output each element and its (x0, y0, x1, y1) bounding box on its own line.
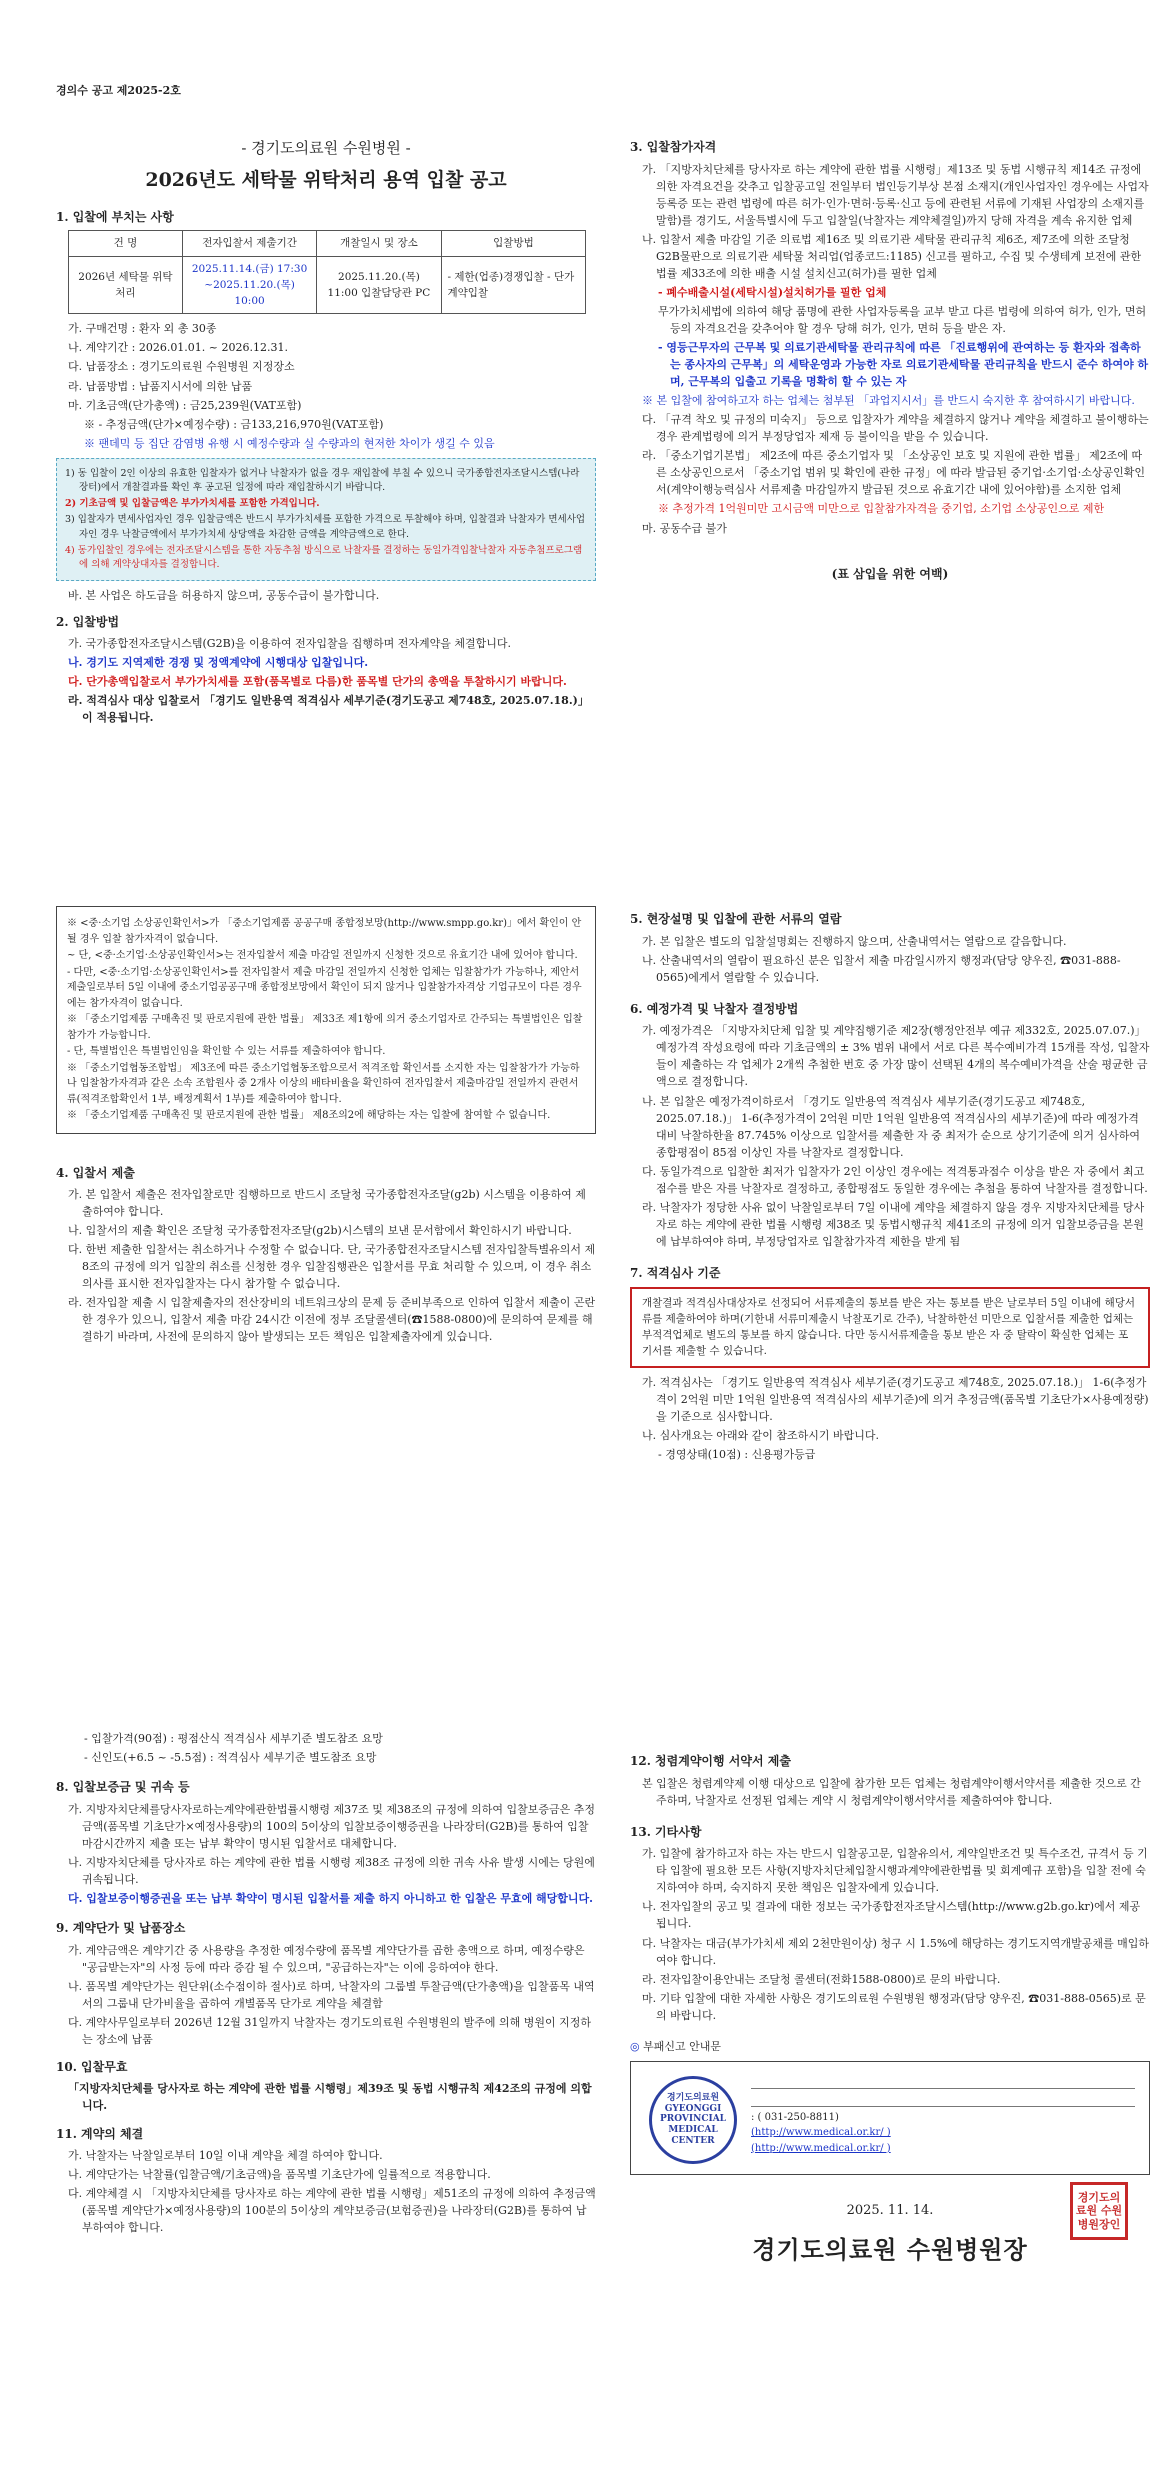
list-item: 라. 적격심사 대상 입찰로서 「경기도 일반용역 적격심사 세부기준(경기도공고 제748호, 2025.07.18.)」이 적용됩니다. (68, 694, 589, 725)
list-item: 가. 본 입찰은 별도의 입찰설명회는 진행하지 않으며, 산출내역서는 열람으로 갈음합니다. (642, 934, 1067, 948)
list-item: 다. 납품장소 : 경기도의료원 수원병원 지정장소 (68, 360, 295, 374)
notice-box-item: 3) 입찰자가 면세사업자인 경우 입찰금액은 반드시 부가가치세를 포함한 가격으로 투찰해야 하며, 입찰결과 낙찰자가 면세사업자인 경우 낙찰금액에서 부가가치세 상당액을 차감한 금액을 계약금액으로 한다. (65, 514, 586, 540)
alert-icon: ◎ (630, 2039, 640, 2053)
page-title: 2026년도 세탁물 위탁처리 용역 입찰 공고 (145, 169, 507, 192)
report-lines (751, 2074, 1135, 2157)
signature-title: 경기도의료원 수원병원장 (752, 2234, 1028, 2264)
page1-right-column (630, 78, 1150, 583)
list-item: 나. 본 입찰은 예정가격이하로서 「경기도 일반용역 적격심사 세부기준(경기도공고 제748호, 2025.07.18.)」 1-6(추정가격이 2억원 미만 1억원 일반용역 적격심사의 세부기준)에 따라 예정가격 대비 낙찰하한율 87.745% 이상으로 입찰서를 제출한 자 중 최저가 순으로 상기기준에 의거 심사하여 종합평점이 85점 이상인 자를 낙찰자로 결정합니다. (642, 1094, 1141, 1159)
section-6-heading: 6. 예정가격 및 낙찰자 결정방법 (630, 1001, 799, 1016)
list-item: 나. 계약기간 : 2026.01.01. ~ 2026.12.31. (68, 341, 288, 355)
list-item: 가. 적격심사는 「경기도 일반용역 적격심사 세부기준(경기도공고 제748호, 2025.07.18.)」 1-6(추정가격이 2억원 미만 1억원 일반용역 적격심사의 세부기준)에 의거 추정금액(품목별 기초단가×사용예정량)을 기준으로 심사합니다. (642, 1375, 1149, 1423)
list-item: 나. 심사개요는 아래와 같이 참조하시기 바랍니다. (642, 1428, 879, 1442)
page3-left-column (56, 1728, 596, 2238)
page2-left-column (56, 906, 596, 1348)
table-header: 입찰방법 (441, 231, 586, 256)
list-item: 가. 「지방자치단체를 당사자로 하는 계약에 관한 법률 시행령」제13조 및 동법 시행규칙 제14조 규정에 의한 자격요건을 갖추고 입찰공고일 전일부터 법인등기부상 본점 소재지(개인사업자인 경우에는 사업자등록증 또는 관련 법령에 따른 허가·인가·면허·등록·신고 등에 관련된 서류에 기재된 사업장의 소재지를 말함)를 경기도, 서울특별시에 두고 입찰일(낙찰자는 계약체결일)까지 당해 자격을 계속 유지한 업체 (642, 162, 1149, 227)
list-item: 나. 지방자치단체를 당사자로 하는 계약에 관한 법률 시행령 제38조 규정에 의한 귀속 사유 발생 시에는 당원에 귀속됩니다. (68, 1855, 595, 1886)
list-item: - 입찰가격(90점) : 평점산식 적격심사 세부기준 별도참조 요망 (84, 1732, 383, 1745)
table-cell: 2025.11.14.(금) 17:30 ~2025.11.20.(목) 10:00 (182, 256, 317, 314)
list-item: 나. 품목별 계약단가는 원단위(소수점이하 절사)로 하며, 낙찰자의 그룹별 투찰금액(단가총액)을 입찰품목 내역서의 그룹내 단가비율을 곱하여 개별품목 단가로 계약을 체결함 (68, 1979, 595, 2010)
report-title: 부패신고 안내문 (643, 2039, 721, 2053)
list-item: 나. 산출내역서의 열람이 필요하신 분은 입찰서 제출 마감일시까지 행정과(담당 양우진, ☎031-888-0565)에게서 열람할 수 있습니다. (642, 953, 1121, 984)
schedule-table (68, 230, 586, 314)
report-box (630, 2061, 1150, 2175)
list-item: - 경영상태(10점) : 신용평가등급 (658, 1447, 816, 1461)
list-item: - 신인도(+6.5 ~ -5.5점) : 적격심사 세부기준 별도참조 요망 (84, 1751, 377, 1765)
box-item: ※ 「중소기업제품 구매촉진 및 판로지원에 관한 법률」 제33조 제1항에 의거 중소기업자로 간주되는 특별법인은 입찰참가가 가능합니다. (67, 1014, 583, 1041)
list-item: 가. 구매건명 : 환자 외 총 30종 (68, 322, 217, 336)
list-item: 가. 입찰에 참가하고자 하는 자는 반드시 입찰공고문, 입찰유의서, 계약일반조건 및 특수조건, 규격서 등 기타 입찰에 필요한 모든 사항(지방자치단체입찰시행과계약에관한법률 및 회계예규 포함)을 입찰 전에 숙지하여야 하며, 숙지하지 못한 책임은 입찰자에게 있습니다. (642, 1847, 1148, 1895)
list-item: 라. 전자입찰 제출 시 입찰제출자의 전산장비의 네트워크상의 문제 등 준비부족으로 인하여 입찰서 제출이 곤란한 경우가 있으니, 입찰서 제출 마감 24시간 이전에 정부 조달콜센터(☎1588-0800)에 문의하여 문제를 해결하기 바라며, 사전에 문의하지 않아 발생되는 모든 책임은 입찰제출자에게 있습니다. (68, 1296, 596, 1344)
submission-warning-box: 개찰결과 적격심사대상자로 선정되어 서류제출의 통보를 받은 자는 통보를 받은 날로부터 5일 이내에 해당서류를 제출하여야 하며(기한내 서류미제출시 낙찰포기로 간주), 낙찰하한선 미만으로 입찰서를 제출한 업체는 부적격업체로 별도의 통보를 하지 않습니다. 다만 동시서류제출을 통보 받은 자 중 탈락이 확실한 업체는 포기서를 제출할 수 있습니다. (630, 1287, 1150, 1368)
notice-box-item: 1) 동 입찰이 2인 이상의 유효한 입찰자가 없거나 낙찰자가 없을 경우 재입찰에 부칠 수 있으니 국가종합전자조달시스템(나라장터)에서 개찰결과를 확인 후 공고된 일정에 따라 재입찰하시기 바랍니다. (65, 467, 580, 493)
list-item: 다. 동일가격으로 입찰한 최저가 입찰자가 2인 이상인 경우에는 적격통과점수 이상을 받은 자 중에서 최고점수를 받은 자를 낙찰자로 결정하고, 종합평점도 동일한 경우에는 추첨을 통하여 낙찰자를 결정합니다. (642, 1164, 1148, 1195)
box-item: - 단, 특별법인은 특별법인임을 확인할 수 있는 서류를 제출하여야 합니다. (67, 1046, 386, 1057)
medical-center-seal-icon: 경기도의료원 GYEONGGI PROVINCIAL MEDICAL CENTER (649, 2076, 737, 2164)
list-item: 나. 계약단가는 낙찰률(입찰금액/기초금액)을 품목별 기초단가에 일률적으로 적용합니다. (68, 2168, 491, 2182)
report-link[interactable]: (http://www.medical.or.kr/ ) (751, 2127, 891, 2139)
box-item: ~ 단, <중·소기업·소상공인확인서>는 전자입찰서 제출 마감일 전일까지 신청한 것으로 유효기간 내에 있어야 합니다. (67, 950, 578, 961)
divider (751, 2092, 1135, 2107)
section-2-heading: 2. 입찰방법 (56, 614, 120, 629)
list-item: 「지방자치단체를 당사자로 하는 계약에 관한 법률 시행령」제39조 및 동법 시행규칙 제42조의 규정에 의합니다. (68, 2082, 592, 2113)
table-header-row (69, 231, 586, 256)
org-line: - 경기도의료원 수원병원 - (241, 139, 411, 158)
list-item: 가. 예정가격은 「지방자치단체 입찰 및 계약집행기준 제2장(행정안전부 예규 제332호, 2025.07.07.)」 예정가격 작성요령에 따라 기초금액의 ± 3% 범위 내에서 서로 다른 복수예비가격 15개를 작성, 입찰자들이 제출하는 각 업체가 2개씩 추첨한 번호 중 가장 많이 선택된 4개의 복수예비가격을 산술 평균한 금액으로 결정합니다. (642, 1024, 1150, 1089)
basic-price: 마. 기초금액(단가총액) : 금25,239원(VAT포함) (68, 398, 302, 412)
list-item: 다. 계약사무일로부터 2026년 12월 31일까지 낙찰자는 경기도의료원 수원병원의 발주에 의해 병원이 지정하는 장소에 납품 (68, 2015, 591, 2046)
table-header: 개찰일시 및 장소 (317, 231, 441, 256)
list-item: 다. 「규격 착오 및 규정의 미숙지」 등으로 입찰자가 계약을 체결하지 않거나 계약을 체결하고 불이행하는 경우 관계법령에 의거 부정당업자 제재 등 불이익을 받을 수 있습니다. (642, 413, 1149, 444)
estimated-price: ※ - 추정금액(단가×예정수량) : 금133,216,970원(VAT포함) (84, 417, 384, 431)
list-item: 다. 한번 제출한 입찰서는 취소하거나 수정할 수 없습니다. 단, 국가종합전자조달시스템 전자입찰특별유의서 제8조의 규정에 의거 입찰의 취소를 신청한 경우 입찰집행관은 입찰서를 무효 처리할 수 있으며, 이 경우 취소 의사를 표시한 전자입찰자는 다시 참가할 수 없습니다. (68, 1243, 596, 1291)
list-item: 라. 낙찰자가 정당한 사유 없이 낙찰일로부터 7일 이내에 계약을 체결하지 않을 경우 지방자치단체를 당사자로 하는 계약에 관한 법률 시행령 제38조 및 동법시행규칙 제41조의 규정에 의거 입찰보증금을 본원에 납부하여야 하며, 부정당업자로 입찰참가자격 제한을 받게 됨 (642, 1200, 1145, 1248)
estimate-note: ※ 팬데믹 등 집단 감염병 유행 시 예정수량과 실 수량과의 현저한 차이가 생길 수 있음 (84, 436, 495, 450)
section-9-heading: 9. 계약단가 및 납품장소 (56, 1920, 186, 1935)
list-item: 마. 기타 입찰에 대한 자세한 사항은 경기도의료원 수원병원 행정과(담당 양우진, ☎031-888-0565)로 문의 바랍니다. (642, 1991, 1146, 2022)
list-item: 가. 국가종합전자조달시스템(G2B)을 이용하여 전자입찰을 집행하며 전자계약을 체결합니다. (68, 637, 511, 651)
notice-box (56, 458, 596, 582)
list-item: 다. 계약체결 시 「지방자치단체를 당사자로 하는 계약에 관한 법률 시행령」제51조의 규정에 의하여 추정금액(품목별 계약단가×예정사용량)의 100분의 5이상의 계약보증금(보험증권)을 나라장터(G2B)를 통하여 납부하여야 합니다. (68, 2187, 596, 2235)
list-item: 마. 공동수급 불가 (642, 521, 727, 535)
official-stamp-icon: 경기도의료원 수원병원장인 (1070, 2182, 1128, 2240)
box-item: ※ 「중소기업제품 구매촉진 및 판로지원에 관한 법률」 제8조의2에 해당하는 자는 입찰에 참여할 수 없습니다. (67, 1110, 551, 1121)
section-13-heading: 13. 기타사항 (630, 1824, 702, 1839)
table-header: 건 명 (69, 231, 183, 256)
list-item: 나. 입찰서 제출 마감일 기준 의료법 제16조 및 의료기관 세탁물 관리규칙 제6조, 제7조에 의한 조달청 G2B물판으로 의료기관 세탁물 처리업(업종코드:1185) 신고를 필하고, 수집 및 수생테계 보전에 관한 법률 제33조에 의한 배출 시설 설치신고(허가)를 필한 업체 (642, 232, 1142, 280)
report-phone: : ( 031-250-8811) (751, 2111, 839, 2123)
section-1-heading: 1. 입찰에 부치는 사항 (56, 209, 174, 224)
list-item: 라. 전자입찰이용안내는 조달청 콜센터(전화1588-0800)로 문의 바랍니다. (642, 1972, 1001, 1986)
list-item: 라. 「중소기업기본법」 제2조에 따른 중소기업자 및 「소상공인 보호 및 지원에 관한 법률」 제2조에 따른 소상공인으로서 「중소기업 범위 및 확인에 관한 규정」에 따라 발급된 중기업·소기업·소상공인확인서(계약이행능력심사 서류제출 마감일까지 발급된 것으로 유효기간 내에 있어야함)를 소지한 업체 (642, 449, 1145, 497)
divider (751, 2074, 1135, 2089)
box-item: ※ 「중소기업협동조합법」 제3조에 따른 중소기업협동조합으로서 적격조합 확인서를 소지한 자는 입찰참가가 가능하나 입찰참가자격과 같은 소속 조합원사 중 2개사 이상의 배타비율을 확인하여 전자입찰서 제출마감일 전일까지 관련서류(적격조합확인서 1부, 배정계획서 1부)를 제출하여야 합니다. (67, 1062, 580, 1105)
section-3-heading: 3. 입찰참가자격 (630, 140, 717, 154)
page3-right-column (630, 1744, 1150, 2268)
section-7-heading: 7. 적격심사 기준 (630, 1265, 721, 1280)
section-11-heading: 11. 계약의 체결 (56, 2126, 144, 2141)
section-10-heading: 10. 입찰무효 (56, 2059, 128, 2074)
section-8-heading: 8. 입찰보증금 및 귀속 등 (56, 1780, 190, 1795)
table-header: 전자입찰서 제출기간 (182, 231, 317, 256)
section-12-heading: 12. 청렴계약이행 서약서 제출 (630, 1754, 791, 1768)
notice-box-item: 4) 동가입찰인 경우에는 전자조달시스템을 통한 자동추첨 방식으로 낙찰자를 결정하는 동일가격입찰낙찰자 자동추첨프로그램에 의해 계약상대자를 결정합니다. (65, 544, 583, 571)
table-cell: 2026년 세탁물 위탁처리 (69, 256, 183, 314)
list-item: ※ 본 입찰에 참여하고자 하는 업체는 첨부된 「과업지시서」를 반드시 숙지한 후 참여하시기 바랍니다. (642, 394, 1135, 408)
list-item: 나. 경기도 지역제한 경쟁 및 정액계약에 시행대상 입찰입니다. (68, 656, 369, 670)
blank-note: (표 삼입을 위한 여백) (831, 566, 949, 581)
table-cell: - 제한(업종)경쟁입찰 - 단가계약입찰 (441, 256, 586, 314)
list-item: ※ 추정가격 1억원미만 고시금액 미만으로 입찰참가자격을 중기업, 소기업 소상공인으로 제한 (658, 502, 1105, 516)
list-item: 바. 본 사업은 하도급을 허용하지 않으며, 공동수급이 불가합니다. (68, 589, 380, 603)
list-item: 가. 지방자치단체를당사자로하는계약에관한법률시행령 제37조 및 제38조의 규정에 의하여 입찰보증금은 추정금액(품목별 기초단가×예정사용량)의 100의 5이상의 입찰보증이행증권을 나라장터(G2B)를 통하여 입찰마감시간까지 제출 또는 납부 확약이 명시된 입찰서로 대체합니다. (68, 1802, 596, 1850)
page1-left-column (56, 82, 596, 728)
report-heading (630, 2038, 1150, 2055)
page2-right-column (630, 902, 1150, 1465)
list-item: 다. 단가총액입찰로서 부가가치세를 포함(품목별로 다름)한 품목별 단가의 총액을 투찰하시기 바랍니다. (68, 675, 567, 689)
table-row (69, 256, 586, 314)
box-item: ※ <중·소기업 소상공인확인서>가 「중소기업제품 공공구매 종합정보망(http://www.smpp.go.kr)」에서 확인이 안 될 경우 입찰 참가자격이 없습니다. (67, 918, 582, 945)
list-item: 본 입찰은 청렴계약제 이행 대상으로 입찰에 참가한 모든 업체는 청렴계약이행서약서를 제출한 것으로 간주하며, 낙찰자로 선정된 업체는 계약 시 청렴계약이행서약서를 제출하여야 합니다. (642, 1776, 1141, 1807)
list-item: 가. 낙찰자는 낙찰일로부터 10일 이내 계약을 체결 하여야 합니다. (68, 2149, 383, 2163)
box-item: - 다만, <중·소기업·소상공인확인서>를 전자입찰서 제출 마감일 전일까지 신청한 업체는 입찰참가가 가능하나, 제안서 제출일로부터 5일 이내에 중소기업공공구매 종합정보망에서 확인이 되지 않거나 입찰참가자격상 기업규모이 다른 경우에는 참가자격이 없습니다. (67, 966, 582, 1009)
section-4-heading: 4. 입찰서 제출 (56, 1165, 135, 1180)
list-item: - 영등근무자의 근무복 및 의료기관세탁물 관리규칙에 따른 「진료행위에 관여하는 등 환자와 접촉하는 종사자의 근무복」의 세탁운영과 가능한 자로 의료기관세탁물 관리규칙을 반드시 준수 하여야 하며, 근무복의 입출고 기록을 명확히 할 수 있는 자 (658, 341, 1149, 389)
list-item: 나. 전자입찰의 공고 및 결과에 대한 정보는 국가종합전자조달시스템(http://www.g2b.go.kr)에서 제공됩니다. (642, 1900, 1141, 1931)
list-item: 가. 본 입찰서 제출은 전자입찰로만 집행하므로 반드시 조달청 국가종합전자조달(g2b) 시스템을 이용하여 제출하여야 합니다. (68, 1188, 586, 1219)
list-item: 다. 입찰보증이행증권을 또는 납부 확약이 명시된 입찰서를 제출 하지 아니하고 한 입찰은 무효에 해당합니다. (68, 1891, 593, 1905)
notice-number: 경의수 공고 제2025-2호 (56, 84, 181, 97)
list-item: 라. 납품방법 : 납품지시서에 의한 납품 (68, 379, 253, 393)
section-5-heading: 5. 현장설명 및 입찰에 관한 서류의 열람 (630, 912, 842, 926)
list-item: 다. 낙찰자는 대금(부가가치세 제외 2천만원이상) 청구 시 1.5%에 해당하는 경기도지역개발공채를 매입하여야 합니다. (642, 1936, 1150, 1967)
list-item: - 폐수배출시설(세탁시설)설치허가를 필한 업체 (658, 285, 887, 299)
list-item: 나. 입찰서의 제출 확인은 조달청 국가종합전자조달(g2b)시스템의 보낸 문서함에서 확인하시기 바랍니다. (68, 1224, 572, 1238)
issue-date: 2025. 11. 14. (846, 2202, 934, 2218)
list-item: 무가가치세법에 의하여 해당 품명에 관한 사업자등록을 교부 받고 다른 법령에 의하여 허가, 인가, 면허 등의 자격요건을 갖추어야 할 경우 당해 허가, 인가, 면허 등을 받은 자. (658, 304, 1147, 336)
sme-info-box (56, 906, 596, 1134)
notice-box-item: 2) 기초금액 및 입찰금액은 부가가치세를 포함한 가격입니다. (65, 498, 320, 510)
list-item: 가. 계약금액은 계약기간 중 사용량을 추정한 예정수량에 품목별 계약단가를 곱한 총액으로 하며, 예정수량은 "공급받는자"의 사정 등에 따라 증감 될 수 있으며, "공급하는자"는 이에 응하여야 한다. (68, 1943, 585, 1974)
report-link[interactable]: (http://www.medical.or.kr/ ) (751, 2142, 891, 2154)
table-cell: 2025.11.20.(목) 11:00 입찰담당관 PC (317, 256, 441, 314)
